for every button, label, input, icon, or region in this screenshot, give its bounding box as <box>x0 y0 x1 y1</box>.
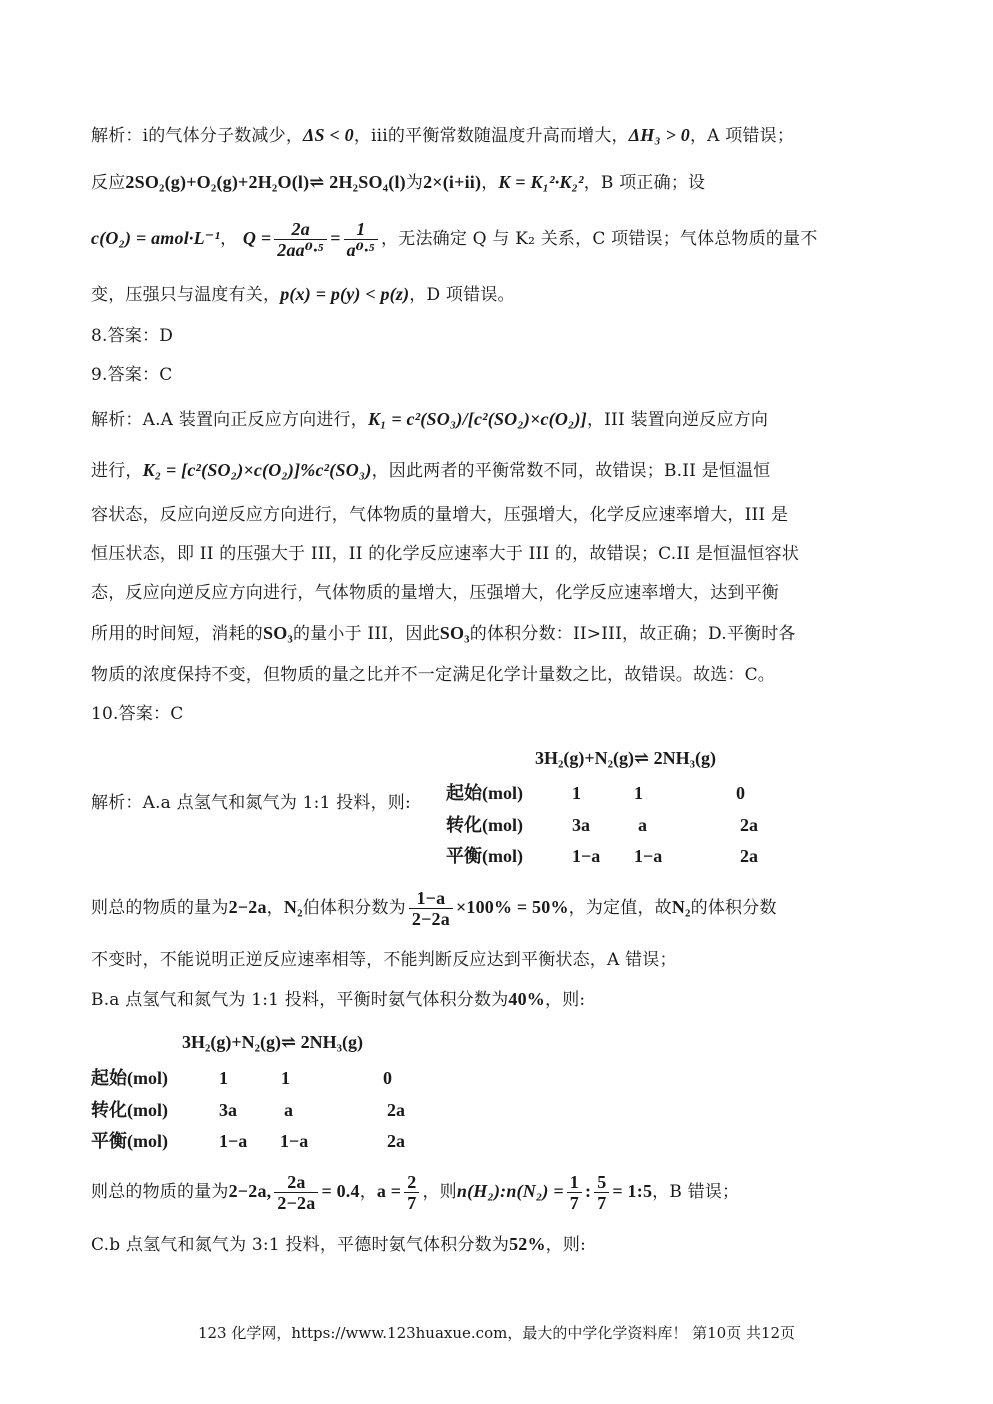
cell: 2a <box>387 1131 405 1151</box>
analysis-9-line-7: 物质的浓度保持不变，但物质的量之比并不一定满足化学计量数之比，故错误。故选：C。 <box>91 665 776 685</box>
text: ，则: <box>545 1235 586 1255</box>
row-label: 平衡(mol) <box>446 846 523 866</box>
formula: 40% <box>508 989 546 1009</box>
text: 解析：A.A 装置向正反应方向进行， <box>91 410 368 430</box>
formula: n(H₂):n(N₂) = <box>456 1181 564 1201</box>
table-1-lead: 解析：A.a 点氢气和氮气为 1:1 投料，则: <box>91 793 411 813</box>
fraction: $\frac{1}{7}$ <box>567 1172 582 1213</box>
analysis-9-line-6 <box>91 622 901 645</box>
cell: 1 <box>219 1068 228 1088</box>
cell: 1−a <box>572 846 601 866</box>
text: 的体积分数 <box>690 898 777 918</box>
text: ，B 错误； <box>652 1182 740 1202</box>
row-label: 转化(mol) <box>446 815 523 835</box>
formula: = <box>330 228 341 248</box>
cell: 0 <box>736 783 745 803</box>
cell: 1 <box>634 783 643 803</box>
table-equation: 3H₂(g)+N₂(g)⇌ 2NH₃(g) <box>182 1032 363 1052</box>
cell: 3a <box>572 815 590 835</box>
fraction: $\frac{2}{7}$ <box>404 1172 419 1213</box>
analysis-line-1 <box>91 124 901 147</box>
answer-10: 10.答案：C <box>91 704 184 724</box>
fraction: $\frac{5}{7}$ <box>594 1172 609 1213</box>
formula: K₂ = [c²(SO₂)×c(O₂)]%c²(SO₃) <box>142 460 372 480</box>
text: 进行， <box>91 461 143 481</box>
formula: K = K₁²·K₂² <box>498 172 584 192</box>
text: ，D 项错误。 <box>409 285 515 305</box>
analysis-9-line-1 <box>91 408 901 431</box>
row-label: 转化(mol) <box>91 1100 168 1120</box>
formula: SO₃ <box>439 623 470 643</box>
text: 所用的时间短，消耗的 <box>91 624 263 644</box>
formula: 52% <box>509 1234 546 1254</box>
text: ，为定值，故 <box>568 898 672 918</box>
cell: 1−a <box>634 846 663 866</box>
analysis-9-line-4: 恒压状态，即 II 的压强大于 III，II 的化学反应速率大于 III 的，故错误；C.II 是恒温恒容状 <box>91 544 800 564</box>
text: 的量小于 III，因此 <box>293 624 440 644</box>
page-footer: 123 化学网，https://www.123huaxue.com，最大的中学化学资料库！ 第10页 共12页 <box>197 1324 796 1342</box>
cell: 1 <box>281 1068 290 1088</box>
formula: ΔH₃ > 0 <box>628 125 690 145</box>
formula: p(x) = p(y) < p(z) <box>280 284 410 304</box>
analysis-b-line-1 <box>91 988 901 1011</box>
text: ，无法确定 Q 与 K₂ 关系，C 项错误；气体总物质的量不 <box>381 229 818 249</box>
text: ，因此两者的平衡常数不同，故错误；B.II 是恒温恒 <box>371 461 771 481</box>
analysis-a-line-2: 不变时，不能说明正逆反应速率相等，不能判断反应达到平衡状态，A 错误； <box>91 950 677 970</box>
answer-9: 9.答案：C <box>91 365 173 385</box>
analysis-9-line-3: 容状态，反应向逆反应方向进行，气体物质的量增大，压强增大，化学反应速率增大，III 是 <box>91 505 789 525</box>
formula: = 1:5 <box>612 1181 653 1201</box>
fraction: $\frac{2a}{\text{2aa⁰·⁵}}$ <box>274 219 327 260</box>
cell: 1 <box>572 783 581 803</box>
text: ，B 项正确；设 <box>583 173 706 193</box>
formula: c(O₂) = amol·L⁻¹ <box>91 228 221 248</box>
row-label: 起始(mol) <box>446 783 523 803</box>
text: ，III 装置向逆反应方向 <box>586 410 769 430</box>
text: 变，压强只与温度有关， <box>91 285 281 305</box>
text: C.b 点氢气和氮气为 3:1 投料，平德时氨气体积分数为 <box>91 1235 510 1255</box>
text: ，则 <box>422 1182 457 1202</box>
row-label: 起始(mol) <box>91 1068 168 1088</box>
cell: 1−a <box>219 1131 248 1151</box>
text: ， <box>359 1182 377 1202</box>
analysis-line-4 <box>91 283 901 306</box>
text: 的体积分数：II>III，故正确；D.平衡时各 <box>469 624 796 644</box>
text: 解析：i的气体分子数减少， <box>91 126 304 146</box>
cell: a <box>284 1100 293 1120</box>
answer-8: 8.答案：D <box>91 326 174 346</box>
text: 则总的物质的量为 <box>91 898 229 918</box>
text: ，则: <box>545 990 586 1010</box>
text: ，A 项错误； <box>689 126 795 146</box>
formula: N₂ <box>283 897 303 917</box>
row-label: 平衡(mol) <box>91 1131 168 1151</box>
text: ， <box>266 898 284 918</box>
cell: 1−a <box>280 1131 309 1151</box>
formula: K₁ = c²(SO₃)/[c²(SO₂)×c(O₂)] <box>367 409 587 429</box>
text: ， <box>220 229 238 249</box>
analysis-b-line-2 <box>91 1167 901 1215</box>
text: ， <box>481 173 499 193</box>
cell: 2a <box>387 1100 405 1120</box>
analysis-line-3 <box>91 216 901 260</box>
formula: Q = <box>242 228 272 248</box>
table-equation: 3H₂(g)+N₂(g)⇌ 2NH₃(g) <box>535 748 716 768</box>
formula: ×100% = 50% <box>455 897 569 917</box>
text: 为 <box>405 173 424 193</box>
formula: 2−2a <box>228 897 267 917</box>
formula: 2×(i+ii) <box>423 172 482 192</box>
formula: ΔS < 0 <box>303 125 354 145</box>
fraction: $\frac{2a}{2-2a}$ <box>274 1172 318 1213</box>
formula: N₂ <box>671 897 691 917</box>
analysis-9-line-2 <box>91 459 901 482</box>
formula: 2−2a, <box>228 1181 272 1201</box>
cell: 0 <box>383 1068 392 1088</box>
text: 伯体积分数为 <box>302 898 406 918</box>
fraction: $\frac{1-a}{2-2a}$ <box>409 888 453 929</box>
cell: a <box>638 815 647 835</box>
cell: 3a <box>219 1100 237 1120</box>
analysis-9-line-5: 态，反应向逆反应方向进行，气体物质的量增大，压强增大，化学反应速率增大，达到平衡 <box>91 583 779 603</box>
cell: 2a <box>740 846 758 866</box>
text: ，iii的平衡常数随温度升高而增大， <box>353 126 629 146</box>
analysis-a-line-1 <box>91 883 901 931</box>
formula: a = <box>376 1181 402 1201</box>
cell: 2a <box>740 815 758 835</box>
text: 反应 <box>91 173 126 193</box>
text: 则总的物质的量为 <box>91 1182 229 1202</box>
reaction-equation: 2SO₂(g)+O₂(g)+2H₂O(l)⇌ 2H₂SO₄(l) <box>125 172 406 192</box>
text: B.a 点氢气和氮气为 1:1 投料，平衡时氨气体积分数为 <box>91 990 509 1010</box>
formula: = 0.4 <box>321 1181 360 1201</box>
formula: SO₃ <box>263 623 294 643</box>
analysis-c-line-1 <box>91 1233 901 1256</box>
fraction: $\frac{1}{\text{a⁰·⁵}}$ <box>344 219 378 260</box>
analysis-line-2 <box>91 171 901 194</box>
formula: : <box>584 1181 592 1201</box>
